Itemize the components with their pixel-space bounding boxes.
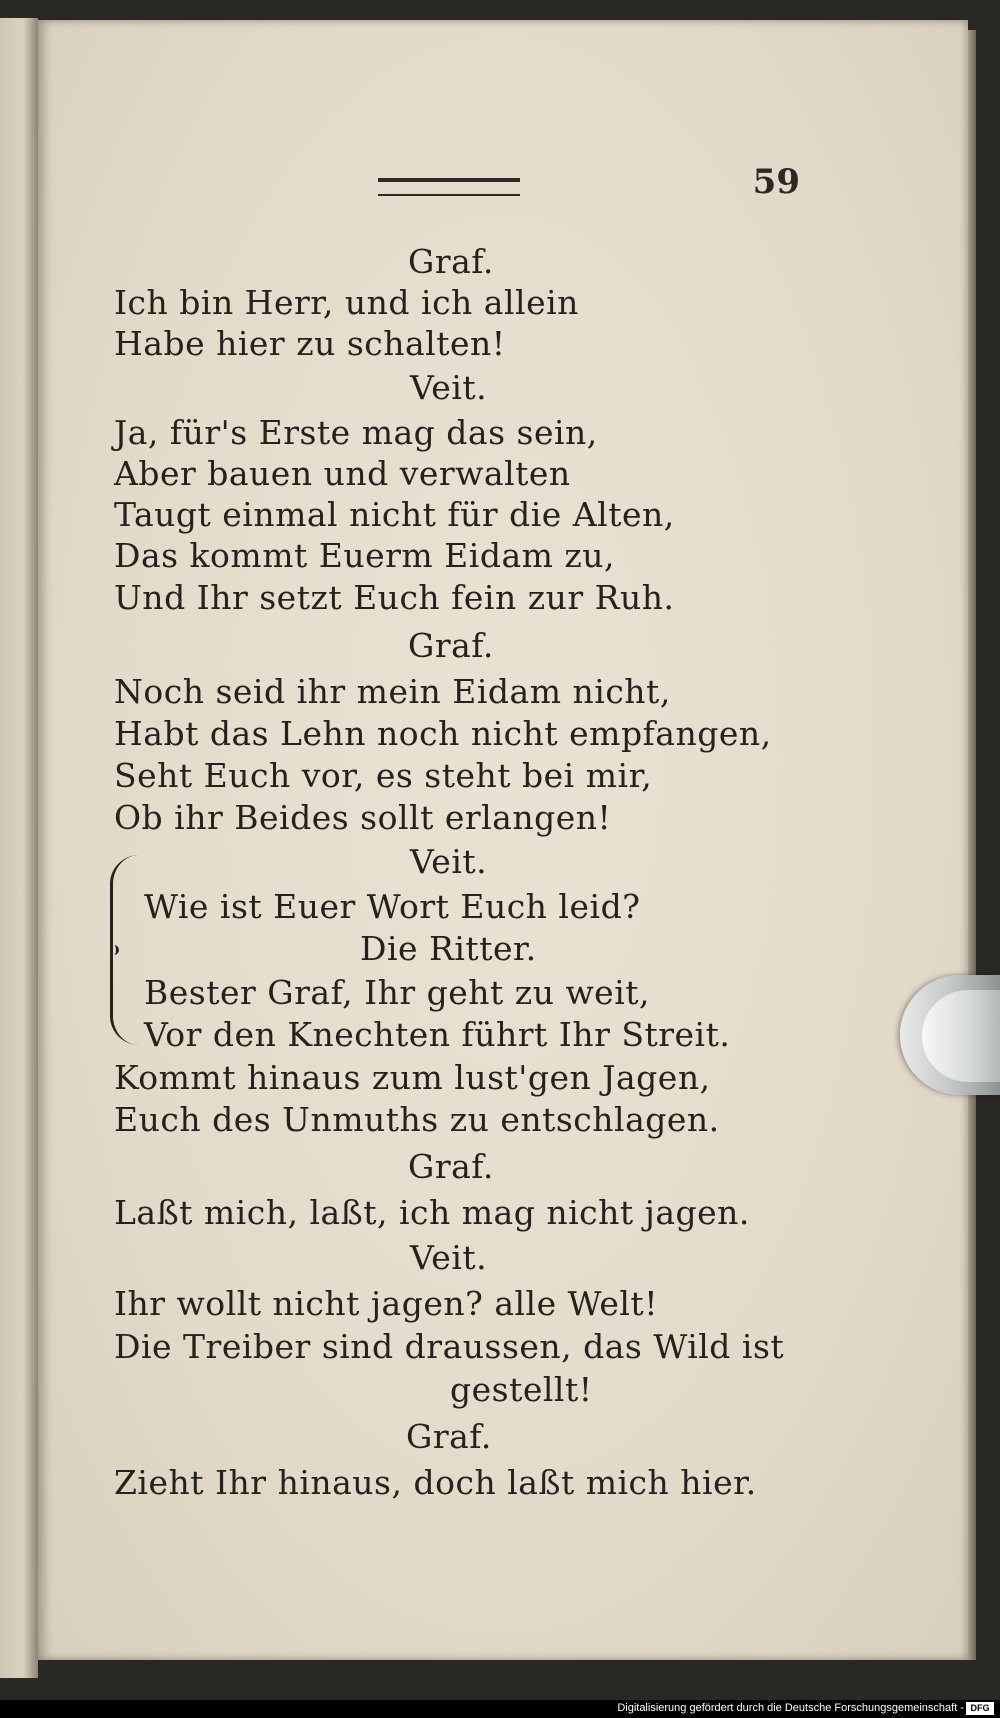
verse-line: Habe hier zu schalten! — [114, 324, 506, 363]
verse-line: Vor den Knechten führt Ihr Streit. — [144, 1015, 731, 1054]
verse-line: Kommt hinaus zum lust'gen Jagen, — [114, 1058, 711, 1097]
verse-line: Laßt mich, laßt, ich mag nicht jagen. — [114, 1193, 750, 1232]
verse-line: Habt das Lehn noch nicht empfangen, — [114, 714, 772, 753]
verse-line: Und Ihr setzt Euch fein zur Ruh. — [114, 578, 675, 617]
verse-line: Aber bauen und verwalten — [114, 454, 571, 493]
page-block-edge — [968, 30, 976, 1660]
verse-line: Ob ihr Beides sollt erlangen! — [114, 798, 612, 837]
speaker-die-ritter: Die Ritter. — [360, 929, 537, 968]
verse-line: Ihr wollt nicht jagen? alle Welt! — [114, 1284, 658, 1323]
verse-line: Ja, für's Erste mag das sein, — [114, 413, 598, 452]
verse-line: Das kommt Euerm Eidam zu, — [114, 536, 616, 575]
speaker-veit: Veit. — [410, 842, 488, 881]
dfg-logo: DFG — [966, 1702, 994, 1715]
verse-line: Ich bin Herr, und ich allein — [114, 283, 579, 322]
verse-line: Die Treiber sind draussen, das Wild ist — [114, 1327, 785, 1366]
book-page — [38, 20, 968, 1660]
speaker-graf: Graf. — [408, 242, 494, 281]
header-rule — [378, 178, 520, 196]
speaker-graf: Graf. — [408, 1147, 494, 1186]
footer-credit: Digitalisierung gefördert durch die Deutsche Forschungsgemeinschaft - — [617, 1702, 964, 1714]
brace-point — [104, 945, 119, 955]
verse-line: Zieht Ihr hinaus, doch laßt mich hier. — [114, 1463, 757, 1502]
verse-line: Noch seid ihr mein Eidam nicht, — [114, 672, 671, 711]
facing-page-edge — [0, 18, 38, 1678]
speaker-graf: Graf. — [408, 626, 494, 665]
speaker-veit: Veit. — [410, 368, 488, 407]
verse-line-continuation: gestellt! — [450, 1370, 593, 1409]
verse-line: Seht Euch vor, es steht bei mir, — [114, 756, 653, 795]
verse-line: Taugt einmal nicht für die Alten, — [114, 495, 675, 534]
verse-line: Euch des Unmuths zu entschlagen. — [114, 1100, 720, 1139]
verse-line: Bester Graf, Ihr geht zu weit, — [144, 973, 651, 1012]
verse-line: Wie ist Euer Wort Euch leid? — [144, 887, 641, 926]
speaker-graf: Graf. — [406, 1417, 492, 1456]
page-number: 59 — [752, 162, 800, 202]
speaker-veit: Veit. — [410, 1238, 488, 1277]
